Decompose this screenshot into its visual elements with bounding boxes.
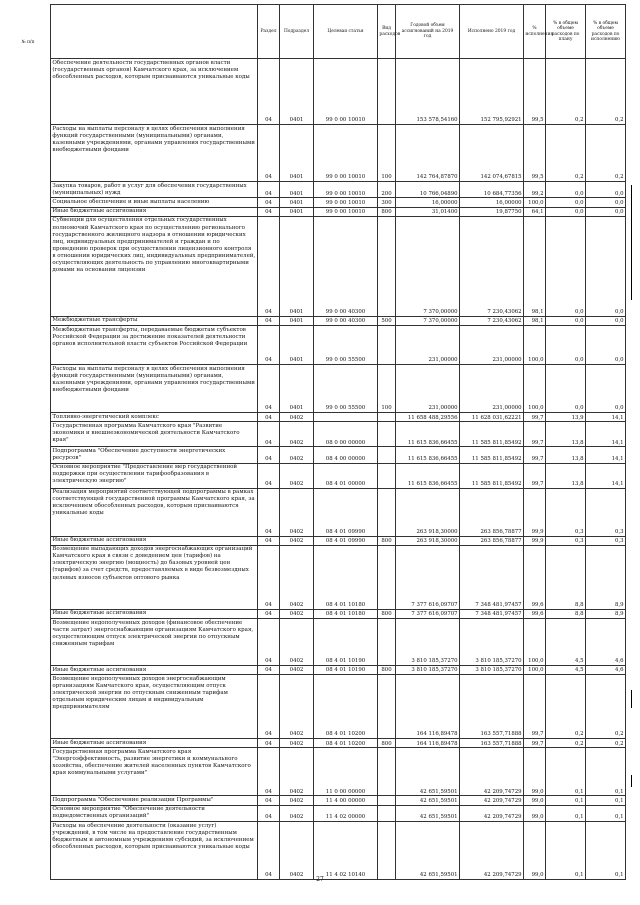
row-expense-type: 800 [378,207,396,216]
row-expense-type [378,216,396,316]
row-section: 04 [258,488,280,536]
row-annual-plan: 10 766,04890 [396,182,460,198]
row-executed: 7 230,43062 [460,316,524,325]
row-section: 04 [258,326,280,365]
row-target-article [314,413,378,422]
row-expense-type [378,805,396,821]
row-subsection: 0401 [280,198,314,207]
header-share-execution: % в общем объеме расходов по исполнению [586,5,626,59]
table-row [51,216,626,316]
table-row [51,805,626,821]
row-name: Расходы на обеспечение деятельности (оказание услуг) учреждений, в том числе на предоставление государственным бюджетным и автономным учреждениям субсидий, за исключением обособленных расходов, которым присваиваются уникальные коды [51,821,258,879]
row-share-execution: 0,0 [586,365,626,413]
table-row [51,666,626,675]
row-share-plan: 0,1 [546,748,586,796]
row-subsection: 0402 [280,422,314,447]
row-execution-percent: 99,0 [524,821,546,879]
row-annual-plan: 7 370,00000 [396,316,460,325]
row-section: 04 [258,619,280,666]
table-row [51,536,626,545]
row-subsection: 0402 [280,463,314,488]
row-share-execution: 0,2 [586,739,626,748]
row-executed: 11 585 811,85492 [460,463,524,488]
row-annual-plan: 7 377 616,09707 [396,609,460,618]
row-annual-plan: 263 918,30000 [396,488,460,536]
row-executed: 19,87750 [460,207,524,216]
row-share-execution: 0,0 [586,207,626,216]
row-section: 04 [258,447,280,463]
row-section: 04 [258,422,280,447]
row-annual-plan: 42 651,59501 [396,805,460,821]
row-expense-type [378,545,396,609]
row-target-article: 99 0 00 55500 [314,326,378,365]
scan-edge-line [631,775,632,787]
row-share-execution: 0,3 [586,536,626,545]
table-row [51,821,626,879]
header-executed: Исполнено 2019 год [460,5,524,59]
row-executed: 42 209,74729 [460,805,524,821]
row-expense-type: 100 [378,365,396,413]
header-execution-percent: % исполнения [524,5,546,59]
row-execution-percent: 99,0 [524,805,546,821]
row-target-article: 99 0 00 10010 [314,207,378,216]
row-executed: 263 856,78877 [460,536,524,545]
row-annual-plan: 142 764,87870 [396,125,460,182]
row-section: 04 [258,198,280,207]
table-row [51,59,626,125]
row-share-plan: 13,8 [546,447,586,463]
row-name: Иные бюджетные ассигнования [51,536,258,545]
table-row [51,619,626,666]
row-target-article: 99 0 00 40300 [314,316,378,325]
row-expense-type [378,326,396,365]
row-execution-percent: 98,1 [524,216,546,316]
row-section: 04 [258,463,280,488]
row-name: Межбюджетные трансферты [51,316,258,325]
header-section: Раздел [258,5,280,59]
row-share-plan: 13,8 [546,422,586,447]
row-share-execution: 0,0 [586,216,626,316]
row-target-article: 08 4 01 10180 [314,609,378,618]
row-name: Расходы на выплаты персоналу в целях обеспечения выполнения функций государственными (муниципальными) органами, казенными учреждениями, органами управления государственными внебюджетными фондами [51,125,258,182]
row-expense-type [378,413,396,422]
table-row [51,675,626,739]
row-subsection: 0402 [280,609,314,618]
row-executed: 3 810 185,37270 [460,666,524,675]
budget-execution-table [50,4,626,880]
row-share-plan: 8,8 [546,609,586,618]
row-annual-plan: 7 370,00000 [396,216,460,316]
row-share-plan: 0,1 [546,821,586,879]
row-section: 04 [258,59,280,125]
row-share-execution: 0,1 [586,748,626,796]
row-share-plan: 0,2 [546,675,586,739]
row-share-execution: 4,6 [586,619,626,666]
row-annual-plan: 11 615 836,66455 [396,447,460,463]
row-share-execution: 4,6 [586,666,626,675]
row-name: Реализация мероприятий соответствующей подпрограммы в рамках соответствующей государственной программы Камчатского края, за исключением обособленных расходов, которым присваиваются уникальные коды [51,488,258,536]
row-name: Государственная программа Камчатского края "Развитие экономики и внешнеэкономической деятельности Камчатского края" [51,422,258,447]
row-executed: 3 810 185,37270 [460,619,524,666]
row-name: Основное мероприятие "Обеспечение деятельности подведомственных организаций" [51,805,258,821]
row-share-execution: 0,1 [586,796,626,805]
row-subsection: 0401 [280,207,314,216]
row-execution-percent: 100,0 [524,365,546,413]
table-header-row [51,5,626,59]
row-annual-plan: 164 116,89478 [396,675,460,739]
table-row [51,447,626,463]
row-share-execution: 14,1 [586,422,626,447]
row-subsection: 0402 [280,488,314,536]
row-name: Топливно-энергетический комплекс [51,413,258,422]
row-annual-plan: 42 651,59501 [396,796,460,805]
row-expense-type [378,796,396,805]
row-share-plan: 0,0 [546,316,586,325]
row-execution-percent: 99,7 [524,422,546,447]
row-share-plan: 0,0 [546,365,586,413]
row-executed: 7 348 481,97457 [460,609,524,618]
row-annual-plan: 42 651,59501 [396,748,460,796]
row-section: 04 [258,748,280,796]
row-share-plan: 0,0 [546,198,586,207]
row-execution-percent: 99,7 [524,447,546,463]
row-expense-type [378,447,396,463]
row-share-plan: 0,0 [546,326,586,365]
row-expense-type [378,59,396,125]
row-section: 04 [258,207,280,216]
row-section: 04 [258,216,280,316]
row-execution-percent: 99,6 [524,545,546,609]
row-name: Подпрограмма "Обеспечение доступности энергетических ресурсов" [51,447,258,463]
row-execution-percent: 100,0 [524,198,546,207]
row-annual-plan: 231,00000 [396,326,460,365]
row-share-execution: 14,1 [586,447,626,463]
row-section: 04 [258,182,280,198]
row-executed: 163 557,71888 [460,739,524,748]
row-name: Субвенции для осуществления отдельных государственных полномочий Камчатского края по осуществлению регионального государственного жилищного надзора в отношении юридических лиц, индивидуальных предпринимателей и граждан и по проведению проверок при осуществлении лицензионного контроля в отношении юридических лиц, индивидуальных предпринимателей, осуществляющих деятельность по управлению многоквартирными домами на основании лицензии [51,216,258,316]
row-section: 04 [258,125,280,182]
row-execution-percent: 98,1 [524,316,546,325]
row-expense-type [378,422,396,447]
row-subsection: 0402 [280,413,314,422]
row-share-plan: 0,2 [546,125,586,182]
row-executed: 231,00000 [460,365,524,413]
row-execution-percent: 99,0 [524,748,546,796]
row-subsection: 0401 [280,316,314,325]
row-execution-percent: 64,1 [524,207,546,216]
table-row [51,182,626,198]
row-target-article: 99 0 00 40300 [314,216,378,316]
row-execution-percent: 99,5 [524,59,546,125]
table-row [51,463,626,488]
row-number-header: № п/п [21,40,35,45]
row-section: 04 [258,739,280,748]
table-row [51,422,626,447]
row-name: Иные бюджетные ассигнования [51,739,258,748]
row-expense-type [378,748,396,796]
row-share-plan: 0,0 [546,182,586,198]
row-execution-percent: 99,7 [524,463,546,488]
row-share-plan: 0,0 [546,207,586,216]
row-target-article: 99 0 00 10010 [314,59,378,125]
row-expense-type [378,463,396,488]
row-annual-plan: 7 377 616,09707 [396,545,460,609]
row-subsection: 0402 [280,805,314,821]
row-name: Обеспечение деятельности государственных органов власти (государственных органов) Камчатского края, за исключением обособленных расходов, которым присваиваются уникальные коды [51,59,258,125]
row-execution-percent: 99,5 [524,125,546,182]
row-target-article: 11 0 00 00000 [314,748,378,796]
row-annual-plan: 16,00000 [396,198,460,207]
row-subsection: 0401 [280,365,314,413]
row-expense-type: 200 [378,182,396,198]
row-annual-plan: 31,01400 [396,207,460,216]
header-name-column [51,5,258,59]
row-share-execution: 8,9 [586,545,626,609]
row-share-execution: 0,0 [586,182,626,198]
row-subsection: 0402 [280,821,314,879]
row-share-execution: 0,2 [586,675,626,739]
header-subsection: Подраздел [280,5,314,59]
row-executed: 163 557,71888 [460,675,524,739]
row-share-execution: 0,0 [586,198,626,207]
row-executed: 42 209,74729 [460,796,524,805]
row-subsection: 0401 [280,125,314,182]
row-subsection: 0402 [280,739,314,748]
row-section: 04 [258,666,280,675]
row-name: Возмещение недополученных доходов (финансовое обеспечение части затрат) энергоснабжающим организациям Камчатского края, осуществляющим отпуск электрической энергии по отпускным сниженным тарифам [51,619,258,666]
row-share-execution: 0,1 [586,821,626,879]
row-section: 04 [258,316,280,325]
row-share-plan: 13,9 [546,413,586,422]
table-row [51,748,626,796]
row-execution-percent: 100,0 [524,666,546,675]
row-share-execution: 0,3 [586,488,626,536]
row-target-article: 99 0 00 55500 [314,365,378,413]
row-executed: 142 074,67815 [460,125,524,182]
row-expense-type: 800 [378,609,396,618]
row-annual-plan: 263 918,30000 [396,536,460,545]
scan-edge-line [631,690,632,708]
row-share-plan: 0,1 [546,805,586,821]
row-target-article: 08 4 01 00000 [314,463,378,488]
row-target-article: 99 0 00 10010 [314,182,378,198]
row-section: 04 [258,365,280,413]
row-section: 04 [258,796,280,805]
row-name: Закупка товаров, работ и услуг для обеспечения государственных (муниципальных) нужд [51,182,258,198]
row-execution-percent: 99,9 [524,488,546,536]
row-section: 04 [258,821,280,879]
table-row [51,365,626,413]
row-execution-percent: 99,7 [524,413,546,422]
row-expense-type: 100 [378,125,396,182]
row-share-execution: 0,2 [586,125,626,182]
header-target-article: Целевая статья [314,5,378,59]
row-subsection: 0402 [280,796,314,805]
row-executed: 11 585 811,85492 [460,447,524,463]
table-row [51,413,626,422]
row-executed: 7 230,43062 [460,216,524,316]
row-executed: 10 684,77356 [460,182,524,198]
row-expense-type [378,821,396,879]
row-share-plan: 0,0 [546,216,586,316]
row-executed: 11 628 031,62221 [460,413,524,422]
row-name: Межбюджетные трансферты, передаваемые бюджетам субъектов Российской Федерации за достижение показателей деятельности органов исполнительной власти субъектов Российской Федерации [51,326,258,365]
row-name: Государственная программа Камчатского края "Энергоэффективность, развитие энергетики и коммунального хозяйства, обеспечение жителей населенных пунктов Камчатского края коммунальными услугами" [51,748,258,796]
row-share-plan: 0,2 [546,739,586,748]
row-share-plan: 0,2 [546,59,586,125]
row-expense-type [378,619,396,666]
row-subsection: 0402 [280,675,314,739]
table-row [51,796,626,805]
table-row [51,545,626,609]
row-target-article: 99 0 00 10010 [314,198,378,207]
row-target-article: 08 4 01 10200 [314,675,378,739]
row-execution-percent: 100,0 [524,619,546,666]
row-subsection: 0402 [280,666,314,675]
row-subsection: 0402 [280,748,314,796]
row-executed: 16,00000 [460,198,524,207]
row-name: Возмещение недополученных доходов энергоснабжающим организациям Камчатского края, осуществляющим отпуск электрической энергии по отпускным сниженным тарифам отдельным юридическим лицам и индивидуальным предпринимателям [51,675,258,739]
row-target-article: 08 4 01 10190 [314,619,378,666]
page-number: 27 [316,876,324,883]
table-row [51,316,626,325]
row-executed: 263 856,78877 [460,488,524,536]
row-share-execution: 14,1 [586,413,626,422]
row-share-plan: 4,5 [546,619,586,666]
row-share-plan: 4,5 [546,666,586,675]
row-target-article: 08 4 01 09990 [314,488,378,536]
row-target-article: 08 4 01 10200 [314,739,378,748]
row-expense-type: 800 [378,666,396,675]
row-section: 04 [258,609,280,618]
table-row [51,207,626,216]
row-target-article: 11 4 02 10140 [314,821,378,879]
row-share-plan: 0,3 [546,488,586,536]
header-annual-plan: Годовой объем ассигнований на 2019 год [396,5,460,59]
row-execution-percent: 100,0 [524,326,546,365]
row-share-execution: 8,9 [586,609,626,618]
header-share-plan: % в общем объеме расходов по плану [546,5,586,59]
row-executed: 42 209,74729 [460,821,524,879]
row-subsection: 0401 [280,59,314,125]
row-target-article: 08 4 01 10180 [314,545,378,609]
row-execution-percent: 99,7 [524,675,546,739]
row-subsection: 0401 [280,326,314,365]
row-name: Основное мероприятие "Предоставление мер государственной поддержки при осуществлении тарифообразования в электрическую энергию" [51,463,258,488]
row-share-plan: 8,8 [546,545,586,609]
row-subsection: 0402 [280,447,314,463]
row-name: Социальное обеспечение и иные выплаты населению [51,198,258,207]
row-executed: 152 795,92921 [460,59,524,125]
row-subsection: 0402 [280,545,314,609]
row-share-plan: 0,3 [546,536,586,545]
row-target-article: 08 4 00 00000 [314,447,378,463]
row-name: Расходы на выплаты персоналу в целях обеспечения выполнения функций государственными (муниципальными) органами, казенными учреждениями, органами управления государственными внебюджетными фондами [51,365,258,413]
row-target-article: 11 4 00 00000 [314,796,378,805]
row-expense-type: 500 [378,316,396,325]
row-annual-plan: 11 658 488,29556 [396,413,460,422]
row-section: 04 [258,413,280,422]
row-annual-plan: 3 810 185,37270 [396,619,460,666]
row-expense-type [378,675,396,739]
row-subsection: 0401 [280,216,314,316]
row-executed: 11 585 811,85492 [460,422,524,447]
row-share-execution: 0,0 [586,326,626,365]
row-expense-type: 800 [378,536,396,545]
row-subsection: 0402 [280,619,314,666]
row-name: Иные бюджетные ассигнования [51,609,258,618]
row-share-plan: 13,8 [546,463,586,488]
row-execution-percent: 99,7 [524,739,546,748]
row-share-execution: 14,1 [586,463,626,488]
row-expense-type: 300 [378,198,396,207]
row-name: Иные бюджетные ассигнования [51,666,258,675]
row-annual-plan: 11 615 836,66455 [396,422,460,447]
row-target-article: 99 0 00 10010 [314,125,378,182]
row-execution-percent: 99,0 [524,796,546,805]
row-executed: 42 209,74729 [460,748,524,796]
row-name: Иные бюджетные ассигнования [51,207,258,216]
row-annual-plan: 3 810 185,37270 [396,666,460,675]
row-expense-type [378,488,396,536]
row-annual-plan: 42 651,59501 [396,821,460,879]
row-share-plan: 0,1 [546,796,586,805]
row-section: 04 [258,805,280,821]
row-share-execution: 0,2 [586,59,626,125]
row-execution-percent: 99,9 [524,536,546,545]
row-share-execution: 0,0 [586,316,626,325]
row-target-article: 08 4 01 10190 [314,666,378,675]
table-row [51,326,626,365]
table-row [51,739,626,748]
row-subsection: 0401 [280,182,314,198]
row-section: 04 [258,545,280,609]
row-subsection: 0402 [280,536,314,545]
row-expense-type: 800 [378,739,396,748]
row-executed: 231,00000 [460,326,524,365]
row-section: 04 [258,536,280,545]
row-annual-plan: 164 116,89478 [396,739,460,748]
row-target-article: 08 0 00 00000 [314,422,378,447]
table-row [51,609,626,618]
row-annual-plan: 11 615 836,66455 [396,463,460,488]
row-name: Подпрограмма "Обеспечение реализации Программы" [51,796,258,805]
header-expense-type: Вид расходов [378,5,396,59]
row-execution-percent: 99,6 [524,609,546,618]
scan-edge-line [631,185,632,300]
row-annual-plan: 153 578,54160 [396,59,460,125]
row-share-execution: 0,1 [586,805,626,821]
table-row [51,198,626,207]
table-row [51,488,626,536]
row-execution-percent: 99,2 [524,182,546,198]
row-name: Возмещение выпадающих доходов энергоснабжающих организаций Камчатского края в связи с доведением цен (тарифов) на электрическую энергию (мощность) до базовых уровней цен (тарифов) за счет средств, предоставляемых в виде безвозмездных целевых взносов субъектов оптового рынка [51,545,258,609]
row-target-article: 08 4 01 09990 [314,536,378,545]
row-annual-plan: 231,00000 [396,365,460,413]
row-target-article: 11 4 02 00000 [314,805,378,821]
table-row [51,125,626,182]
row-executed: 7 348 481,97457 [460,545,524,609]
row-section: 04 [258,675,280,739]
